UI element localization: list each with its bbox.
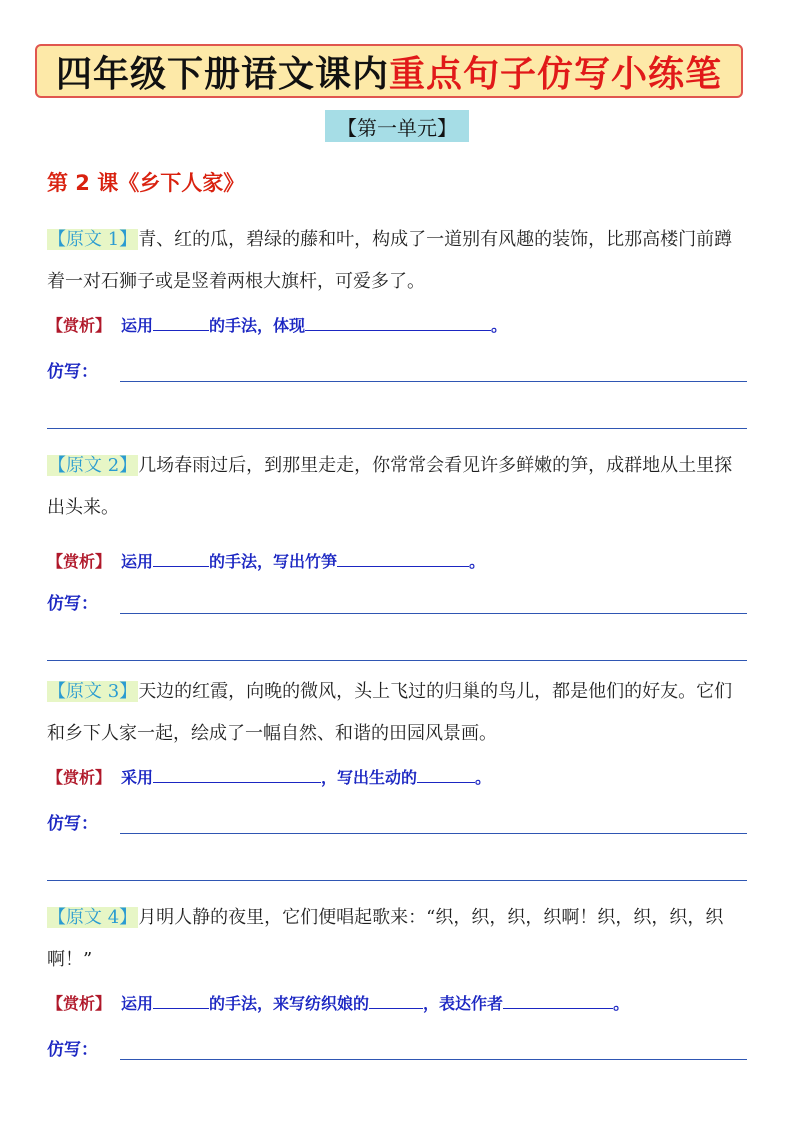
original-sentence: 青、红的瓜，碧绿的藤和叶，构成了一道别有风趣的装饰，比那高楼门前蹲着一对石狮子或是竖着两根大旗杆，可爱多了。: [47, 229, 733, 292]
title-part-2: 重点句子仿写小练笔: [389, 53, 723, 95]
fill-blank[interactable]: [337, 552, 469, 567]
imitation-write-line[interactable]: [47, 660, 747, 661]
fill-blank[interactable]: [305, 316, 491, 331]
imitation-row-4: [47, 1034, 747, 1060]
analysis-tag: 【赏析】: [47, 994, 112, 1013]
imitation-write-line[interactable]: [47, 880, 747, 881]
analysis-end: 。: [613, 994, 630, 1013]
analysis-row: [47, 313, 747, 336]
sentence-item-3: [47, 671, 747, 788]
imitation-write-line[interactable]: [120, 833, 747, 834]
original-sentence: 月明人静的夜里，它们便唱起歌来：“织，织，织，织啊！织，织，织，织啊！”: [47, 907, 724, 970]
unit-label: 【第一单元】: [325, 110, 469, 142]
analysis-row: [47, 991, 747, 1014]
analysis-end: 。: [469, 552, 486, 571]
imitation-label: 仿写：: [47, 814, 98, 834]
fill-blank[interactable]: [503, 994, 613, 1009]
fill-blank[interactable]: [153, 316, 209, 331]
imitation-row-2: [47, 588, 747, 614]
analysis-tag: 【赏析】: [47, 552, 112, 571]
fill-blank[interactable]: [153, 552, 209, 567]
analysis-text-b: 的手法，体现: [209, 316, 306, 335]
fill-blank[interactable]: [369, 994, 423, 1009]
analysis-text-a: 运用: [121, 316, 154, 335]
analysis-text-a: 运用: [121, 552, 154, 571]
fill-blank[interactable]: [153, 768, 321, 783]
original-tag: 【原文 1】: [48, 229, 138, 250]
analysis-end: 。: [491, 316, 508, 335]
sentence-item-4: [47, 897, 747, 1014]
analysis-row: [47, 549, 747, 572]
original-tag: 【原文 2】: [48, 455, 138, 476]
original-text: [47, 897, 747, 981]
imitation-write-line[interactable]: [120, 613, 747, 614]
original-tag: 【原文 3】: [48, 681, 138, 702]
imitation-write-line[interactable]: [120, 1059, 747, 1060]
analysis-text-b: 的手法，来写纺织娘的: [209, 994, 370, 1013]
original-text: [47, 445, 747, 529]
sentence-item-2: [47, 445, 747, 572]
analysis-text-c: ，表达作者: [423, 994, 504, 1013]
analysis-text-a: 采用: [121, 768, 154, 787]
original-sentence: 天边的红霞，向晚的微风，头上飞过的归巢的鸟儿，都是他们的好友。它们和乡下人家一起，绘成了一幅自然、和谐的田园风景画。: [47, 681, 733, 744]
imitation-write-line[interactable]: [120, 381, 747, 382]
analysis-tag: 【赏析】: [47, 316, 112, 335]
sentence-item-1: [47, 219, 747, 336]
imitation-label: 仿写：: [47, 362, 98, 382]
analysis-row: [47, 765, 747, 788]
imitation-row-1: [47, 356, 747, 382]
original-text: [47, 671, 747, 755]
fill-blank[interactable]: [153, 994, 209, 1009]
imitation-label: 仿写：: [47, 594, 98, 614]
analysis-text-b: ，写出生动的: [321, 768, 418, 787]
title-part-1: 四年级下册语文课内: [55, 53, 389, 95]
imitation-label: 仿写：: [47, 1040, 98, 1060]
page-title: [35, 44, 743, 98]
fill-blank[interactable]: [417, 768, 475, 783]
imitation-write-line[interactable]: [47, 428, 747, 429]
lesson-title: 第 2 课《乡下人家》: [47, 171, 245, 195]
original-tag: 【原文 4】: [48, 907, 138, 928]
analysis-tag: 【赏析】: [47, 768, 112, 787]
imitation-row-3: [47, 808, 747, 834]
analysis-text-a: 运用: [121, 994, 154, 1013]
analysis-text-b: 的手法，写出竹笋: [209, 552, 338, 571]
original-sentence: 几场春雨过后，到那里走走，你常常会看见许多鲜嫩的笋，成群地从土里探出头来。: [47, 455, 733, 518]
original-text: [47, 219, 747, 303]
analysis-end: 。: [475, 768, 492, 787]
